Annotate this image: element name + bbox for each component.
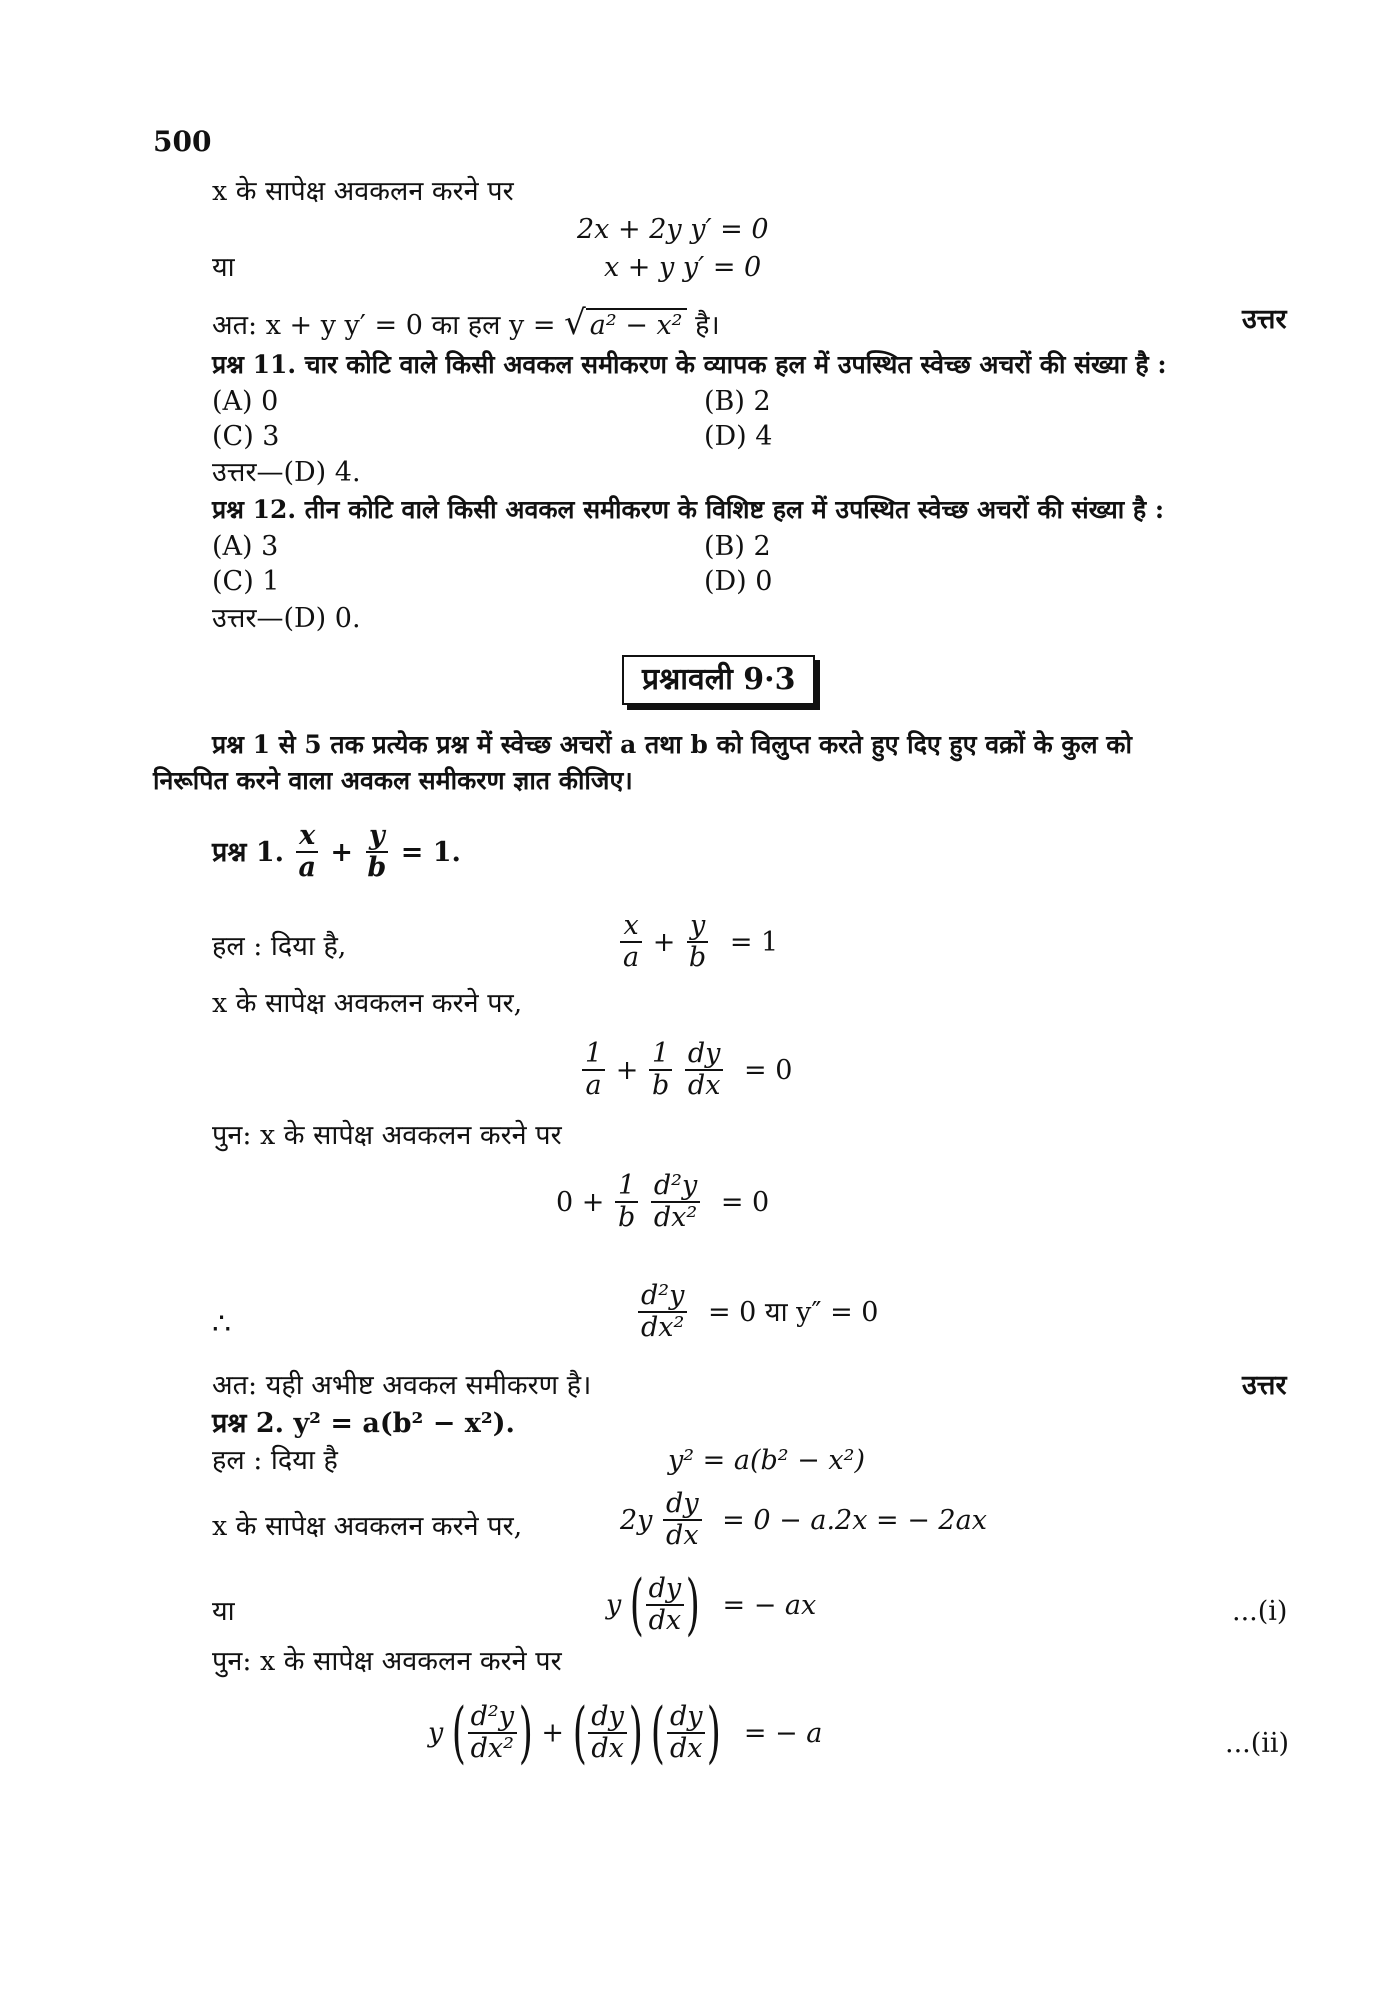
fraction-x-over-a <box>295 822 319 883</box>
equals: = 0 या y″ = 0 <box>707 1296 879 1328</box>
question-12: प्रश्न 12. तीन कोटि वाले किसी अवकल समीकरण के विशिष्ट हल में उपस्थित स्वेच्छ अचरों की संख्या है : <box>212 495 1165 524</box>
denominator: a <box>623 942 640 974</box>
right-paren: ) <box>685 1566 701 1643</box>
left-paren: ( <box>572 1694 587 1771</box>
option: (B) 2 <box>704 531 771 562</box>
equals: = 0 <box>744 1054 793 1086</box>
equation-given <box>618 912 778 973</box>
problem-label: प्रश्न 1. <box>212 836 285 868</box>
denominator: b <box>367 852 387 884</box>
equation-tag: ...(ii) <box>1225 1728 1290 1759</box>
text-line: पुन: x के सापेक्ष अवकलन करने पर <box>212 1120 562 1151</box>
two-y: 2y <box>620 1504 653 1536</box>
left-paren: ( <box>650 1694 666 1771</box>
right-paren: ) <box>707 1694 722 1771</box>
numerator: x <box>620 912 641 943</box>
equals: = 1 <box>729 926 779 958</box>
denominator: dx² <box>470 1733 514 1764</box>
equation: 2x + 2y y′ = 0 <box>577 214 769 245</box>
denominator: b <box>617 1202 636 1234</box>
equals: = − ax <box>722 1589 817 1621</box>
plus-sign: + <box>615 1054 639 1086</box>
exercise-intro: प्रश्न 1 से 5 तक प्रत्येक प्रश्न में स्वेच्छ अचरों a तथा b को विलुप्त करते हुए दिए हुए वक्रों के कुल को <box>212 730 1132 759</box>
question-11: प्रश्न 11. चार कोटि वाले किसी अवकल समीकरण के व्यापक हल में उपस्थित स्वेच्छ अचरों की संख्या है : <box>212 350 1167 379</box>
solution-label: हल : दिया है, <box>212 931 347 962</box>
equation-second-derivative <box>556 1172 769 1233</box>
text-line: x के सापेक्ष अवकलन करने पर, <box>212 988 523 1019</box>
answer-mark: उत्तर <box>1242 304 1287 335</box>
fraction-dy-dx <box>667 1700 706 1764</box>
denominator: b <box>652 1070 670 1102</box>
option: (C) 1 <box>212 566 280 597</box>
plus-sign: + <box>330 836 353 868</box>
fraction-1-over-b <box>615 1172 638 1233</box>
text-line <box>212 303 720 343</box>
conclusion: अत: यही अभीष्ट अवकल समीकरण है। <box>212 1370 592 1401</box>
fraction-dy-dx <box>646 1572 685 1636</box>
numerator: dy <box>685 1040 724 1071</box>
numerator: dy <box>588 1703 627 1734</box>
denominator: dx <box>687 1070 721 1102</box>
fraction-x-over-a <box>620 912 642 973</box>
equals: = 0 <box>720 1186 770 1218</box>
equation-ii <box>428 1694 823 1771</box>
equation-tag: ...(i) <box>1232 1596 1288 1627</box>
left-paren: ( <box>451 1694 466 1771</box>
therefore-sign: ∴ <box>212 1307 232 1342</box>
text-part: अत: x + y y′ = 0 का हल y = <box>212 310 556 341</box>
denominator: dx <box>648 1605 682 1636</box>
right-paren: ) <box>628 1694 643 1771</box>
equation-first-derivative <box>620 1490 987 1551</box>
fraction-dy-dx <box>663 1490 702 1551</box>
option: (B) 2 <box>704 386 771 417</box>
fraction-d2y-dx2 <box>468 1700 517 1764</box>
numerator: x <box>296 822 318 853</box>
text-line: पुन: x के सापेक्ष अवकलन करने पर <box>212 1646 562 1677</box>
fraction-y-over-b <box>364 822 389 883</box>
denominator: a <box>298 852 316 884</box>
answer: उत्तर—(D) 0. <box>212 603 361 634</box>
right-paren: ) <box>518 1694 533 1771</box>
exercise-title: प्रश्नावली 9·3 <box>622 655 815 705</box>
denominator: dx <box>591 1733 624 1764</box>
exercise-intro: निरूपित करने वाला अवकल समीकरण ज्ञात कीजिए। <box>153 766 633 795</box>
y-symbol: y <box>428 1717 444 1749</box>
numerator: d²y <box>638 1282 687 1313</box>
option: (D) 4 <box>704 421 773 452</box>
denominator: dx² <box>641 1312 685 1344</box>
numerator: y <box>687 912 708 943</box>
equals: = − a <box>743 1717 823 1749</box>
fraction-d2y-dx2 <box>651 1172 700 1233</box>
fraction-1-over-a <box>582 1040 605 1101</box>
numerator: y <box>366 822 388 853</box>
answer-mark: उत्तर <box>1242 1370 1287 1401</box>
page-number: 500 <box>153 125 212 158</box>
y-symbol: y <box>606 1589 622 1621</box>
denominator: dx <box>666 1520 699 1552</box>
equation-result <box>636 1282 878 1343</box>
denominator: dx² <box>653 1202 698 1234</box>
fraction-d2y-dx2 <box>638 1282 687 1343</box>
fraction-dy-dx <box>685 1040 724 1101</box>
problem-1-heading <box>212 822 461 883</box>
option: (A) 3 <box>212 531 279 562</box>
text-line: या <box>212 252 235 283</box>
zero-plus: 0 + <box>556 1186 605 1218</box>
equals: = 0 − a.2x = − 2ax <box>722 1504 987 1536</box>
numerator: dy <box>667 1703 706 1734</box>
answer: उत्तर—(D) 4. <box>212 457 361 488</box>
fraction-y-over-b <box>686 912 709 973</box>
denominator: a <box>585 1070 602 1102</box>
numerator: 1 <box>582 1040 605 1071</box>
denominator: dx <box>669 1733 703 1764</box>
option: (C) 3 <box>212 421 280 452</box>
numerator: dy <box>646 1575 685 1606</box>
fraction-1-over-b <box>649 1040 672 1101</box>
left-paren: ( <box>629 1566 644 1643</box>
option: (D) 0 <box>704 566 773 597</box>
equals-one: = 1. <box>400 836 461 868</box>
fraction-dy-dx <box>588 1700 627 1764</box>
plus-sign: + <box>652 926 676 958</box>
root-sign: √ <box>564 303 586 343</box>
numerator: 1 <box>649 1040 672 1071</box>
numerator: d²y <box>468 1703 517 1734</box>
solution-label: हल : दिया है <box>212 1445 338 1476</box>
option: (A) 0 <box>212 386 279 417</box>
equation-first-derivative <box>580 1040 792 1101</box>
numerator: dy <box>663 1490 702 1521</box>
root-content: a² − x² <box>586 308 687 341</box>
text-line: x के सापेक्ष अवकलन करने पर, <box>212 1511 523 1542</box>
plus-sign: + <box>541 1717 564 1749</box>
denominator: b <box>688 942 707 974</box>
text-line: x के सापेक्ष अवकलन करने पर <box>212 176 514 207</box>
text-line: या <box>212 1596 235 1627</box>
equation-i <box>606 1566 817 1643</box>
equation-given: y² = a(b² − x²) <box>668 1445 865 1476</box>
numerator: d²y <box>651 1172 700 1203</box>
text-part: है। <box>695 310 720 341</box>
problem-2-heading: प्रश्न 2. y² = a(b² − x²). <box>212 1408 515 1439</box>
numerator: 1 <box>615 1172 638 1203</box>
equation: x + y y′ = 0 <box>604 252 762 283</box>
